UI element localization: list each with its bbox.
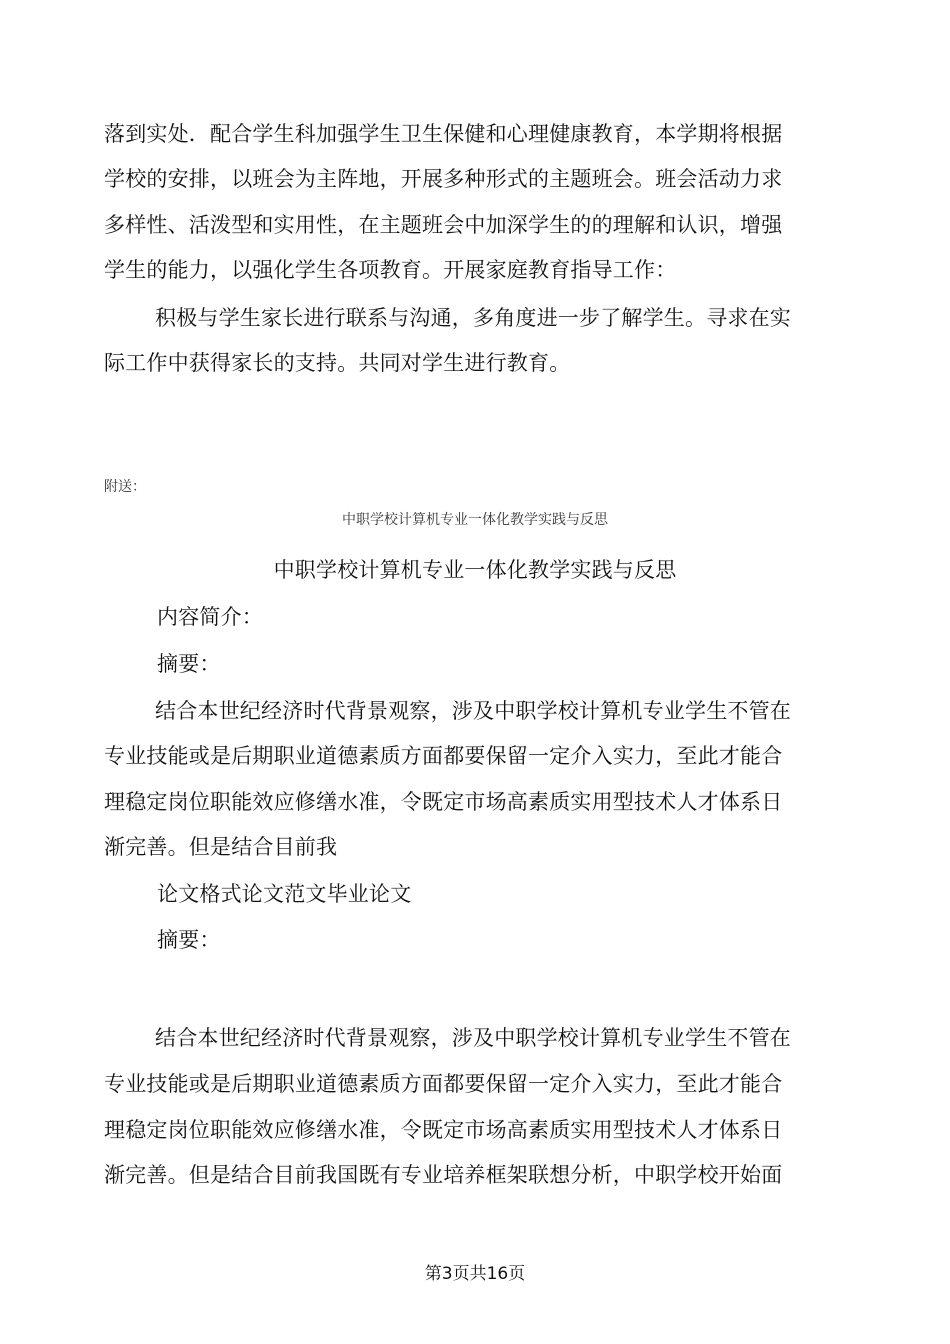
body-text-line: 专业技能或是后期职业道德素质方面都要保留一定介入实力，至此才能合 (104, 744, 783, 768)
body-text-line: 际工作中获得家长的支持。共同对学生进行教育。 (104, 351, 571, 375)
body-text-line: 理稳定岗位职能效应修缮水准，令既定市场高素质实用型技术人才体系日 (104, 790, 783, 814)
body-text-line: 学生的能力，以强化学生各项教育。开展家庭教育指导工作： (104, 258, 677, 282)
page-number: 第3页共16页 (424, 1264, 526, 1284)
paragraph-first-line: 结合本世纪经济时代背景观察，涉及中职学校计算机专业学生不管在 (155, 699, 791, 723)
appendix-small-title: 中职学校计算机专业一体化教学实践与反思 (342, 512, 608, 528)
article-title: 中职学校计算机专业一体化教学实践与反思 (273, 558, 677, 582)
body-text-line: 专业技能或是后期职业道德素质方面都要保留一定介入实力，至此才能合 (104, 1072, 783, 1096)
abstract-label: 摘要： (157, 928, 221, 952)
body-text-line: 学校的安排，以班会为主阵地，开展多种形式的主题班会。班会活动力求 (104, 167, 783, 191)
category-line: 论文格式论文范文毕业论文 (157, 882, 412, 906)
body-text-line: 多样性、活泼型和实用性，在主题班会中加深学生的的理解和认识，增强 (104, 213, 783, 237)
intro-label: 内容简介： (157, 605, 263, 629)
appendix-label: 附送： (104, 479, 146, 495)
body-text-line: 理稳定岗位职能效应修缮水准，令既定市场高素质实用型技术人才体系日 (104, 1118, 783, 1142)
paragraph-first-line: 积极与学生家长进行联系与沟通，多角度进一步了解学生。寻求在实 (155, 306, 791, 330)
body-text-line: 渐完善。但是结合目前我国既有专业培养框架联想分析，中职学校开始面 (104, 1163, 783, 1187)
abstract-label: 摘要： (157, 652, 221, 676)
paragraph-first-line: 结合本世纪经济时代背景观察，涉及中职学校计算机专业学生不管在 (155, 1026, 791, 1050)
body-text-line: 渐完善。但是结合目前我 (104, 835, 338, 859)
body-text-line: 落到实处．配合学生科加强学生卫生保健和心理健康教育，本学期将根据 (104, 122, 783, 146)
